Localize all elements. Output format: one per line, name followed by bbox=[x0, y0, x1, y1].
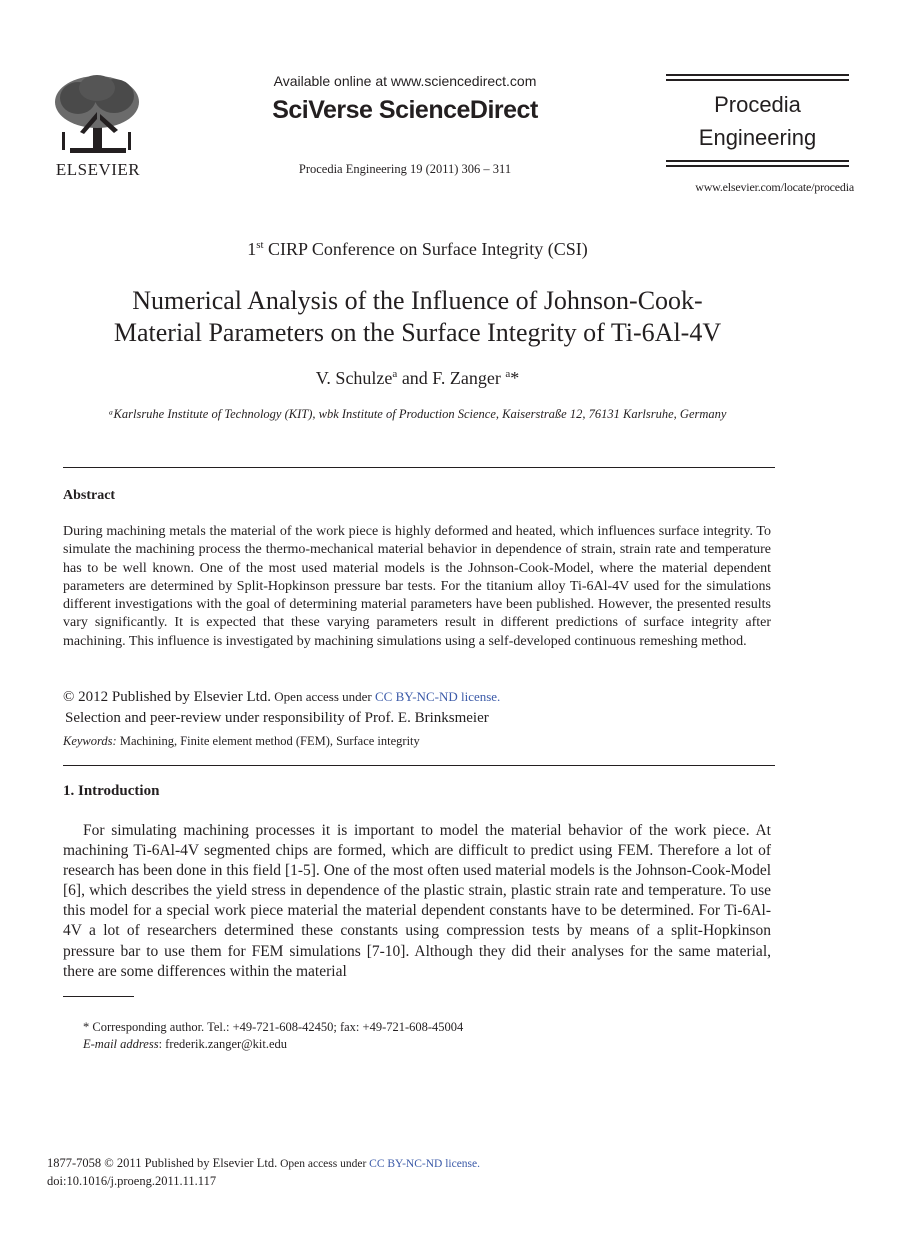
keywords-label: Keywords: bbox=[63, 734, 117, 748]
footnote bbox=[83, 1019, 773, 1053]
license-link[interactable]: CC BY-NC-ND license. bbox=[375, 689, 501, 704]
paper-title-line2: Material Parameters on the Surface Integrity of Ti-6Al-4V bbox=[113, 318, 722, 347]
introduction-paragraph: For simulating machining processes it is important to model the material behavior of the work piece. At machining Ti-6Al-4V segmented chips are formed, which are difficult to predict using FEM. Therefore a lot of research has been done in this field [1-5]. One of the most often used material models is the Johnson-Cook-Model [6], which describes the yield stress in dependence of the plastic strain, plastic strain rate and temperature. To use this model for a special work piece material the material dependent constants have to be determined. For Ti-6Al-4V a lot of researchers determined these constants using compression tests by means of a split-Hopkinson pressure bar to use them for FEM simulations [7-10]. Although they did their analyses for the same material, there are some differences within the material bbox=[63, 822, 771, 980]
available-online-text[interactable]: Available online at www.sciencedirect.com bbox=[273, 73, 537, 89]
conference-title: CIRP Conference on Surface Integrity (CSI) bbox=[263, 239, 588, 259]
conference-name bbox=[60, 239, 775, 260]
conference-ordinal-suffix: st bbox=[256, 239, 264, 251]
issn-text: 1877-7058 © 2011 Published by Elsevier Ltd. bbox=[47, 1156, 278, 1170]
introduction-body bbox=[63, 821, 771, 982]
author-name: V. Schulze bbox=[315, 368, 393, 388]
masthead-rule bbox=[666, 79, 849, 81]
divider bbox=[63, 467, 775, 468]
masthead-rule bbox=[666, 74, 849, 76]
elsevier-logo bbox=[50, 72, 146, 182]
corresponding-author-note: * Corresponding author. Tel.: +49-721-608-42450; fax: +49-721-608-45004 bbox=[83, 1020, 464, 1034]
affiliation: ᵃKarlsruhe Institute of Technology (KIT), wbk Institute of Production Science, Kaiserstraße 12, 76131 Karlsruhe, Germany bbox=[108, 407, 727, 421]
doi-line[interactable]: doi:10.1016/j.proeng.2011.11.117 bbox=[47, 1174, 217, 1188]
journal-reference: Procedia Engineering 19 (2011) 306 – 311 bbox=[298, 162, 512, 176]
peer-review-note: Selection and peer-review under responsibility of Prof. E. Brinksmeier bbox=[65, 710, 489, 726]
journal-name bbox=[666, 84, 849, 160]
keywords bbox=[63, 734, 773, 749]
divider bbox=[63, 765, 775, 766]
elsevier-tree-icon bbox=[50, 72, 144, 158]
abstract-body: During machining metals the material of the work piece is highly deformed and heated, which influences surface integrity. To simulate the machining process the thermo-mechanical material behavior in dependence of strain, strain rate and temperature has to be well known. One of the most used material models is the Johnson-Cook-Model, where the material dependent parameters are determined by Split-Hopkinson pressure bar tests. For the titanium alloy Ti-6Al-4V used for the simulations different investigations with the goal of determining material parameters have been published. However, the presented results vary significantly. It is expected that these varying parameters result in different predictions of surface integrity after machining. This influence is investigated by machining simulations using a self-developed continuous remeshing method. bbox=[63, 524, 771, 649]
issn-line bbox=[47, 1155, 747, 1173]
paper-title bbox=[60, 285, 775, 349]
masthead-rule bbox=[666, 160, 849, 162]
email-label: E-mail address bbox=[83, 1037, 159, 1051]
journal-name-line1: Procedia bbox=[714, 92, 801, 117]
copyright-text: © 2012 Published by Elsevier Ltd. bbox=[63, 689, 272, 705]
email-note bbox=[83, 1036, 773, 1053]
conference-ordinal: 1 bbox=[247, 239, 257, 259]
email-address[interactable]: : frederik.zanger@kit.edu bbox=[158, 1037, 288, 1051]
open-access-text: Open access under bbox=[277, 1158, 370, 1170]
open-access-text: Open access under bbox=[271, 689, 376, 704]
license-link[interactable]: CC BY-NC-ND license. bbox=[369, 1158, 481, 1170]
journal-url[interactable]: www.elsevier.com/locate/procedia bbox=[695, 180, 854, 194]
section-heading-introduction: 1. Introduction bbox=[63, 783, 160, 799]
author-name: and F. Zanger bbox=[397, 368, 506, 388]
masthead-rule bbox=[666, 165, 849, 167]
journal-name-line2: Engineering bbox=[698, 125, 817, 150]
sciverse-sciencedirect-logo: SciVerse ScienceDirect bbox=[272, 96, 538, 124]
elsevier-wordmark: ELSEVIER bbox=[55, 160, 141, 179]
copyright-line bbox=[63, 689, 773, 706]
author-affiliation-mark: a bbox=[392, 368, 398, 380]
corresponding-author-mark: * bbox=[510, 368, 520, 388]
abstract-heading: Abstract bbox=[63, 488, 116, 503]
paper-title-line1: Numerical Analysis of the Influence of Johnson-Cook- bbox=[132, 286, 703, 315]
footnote-rule bbox=[63, 996, 134, 997]
author-list bbox=[60, 368, 775, 389]
page-footer bbox=[47, 1155, 747, 1190]
keywords-list: Machining, Finite element method (FEM), Surface integrity bbox=[116, 734, 420, 748]
author-affiliation-mark: a bbox=[505, 368, 511, 380]
journal-masthead bbox=[666, 74, 849, 170]
